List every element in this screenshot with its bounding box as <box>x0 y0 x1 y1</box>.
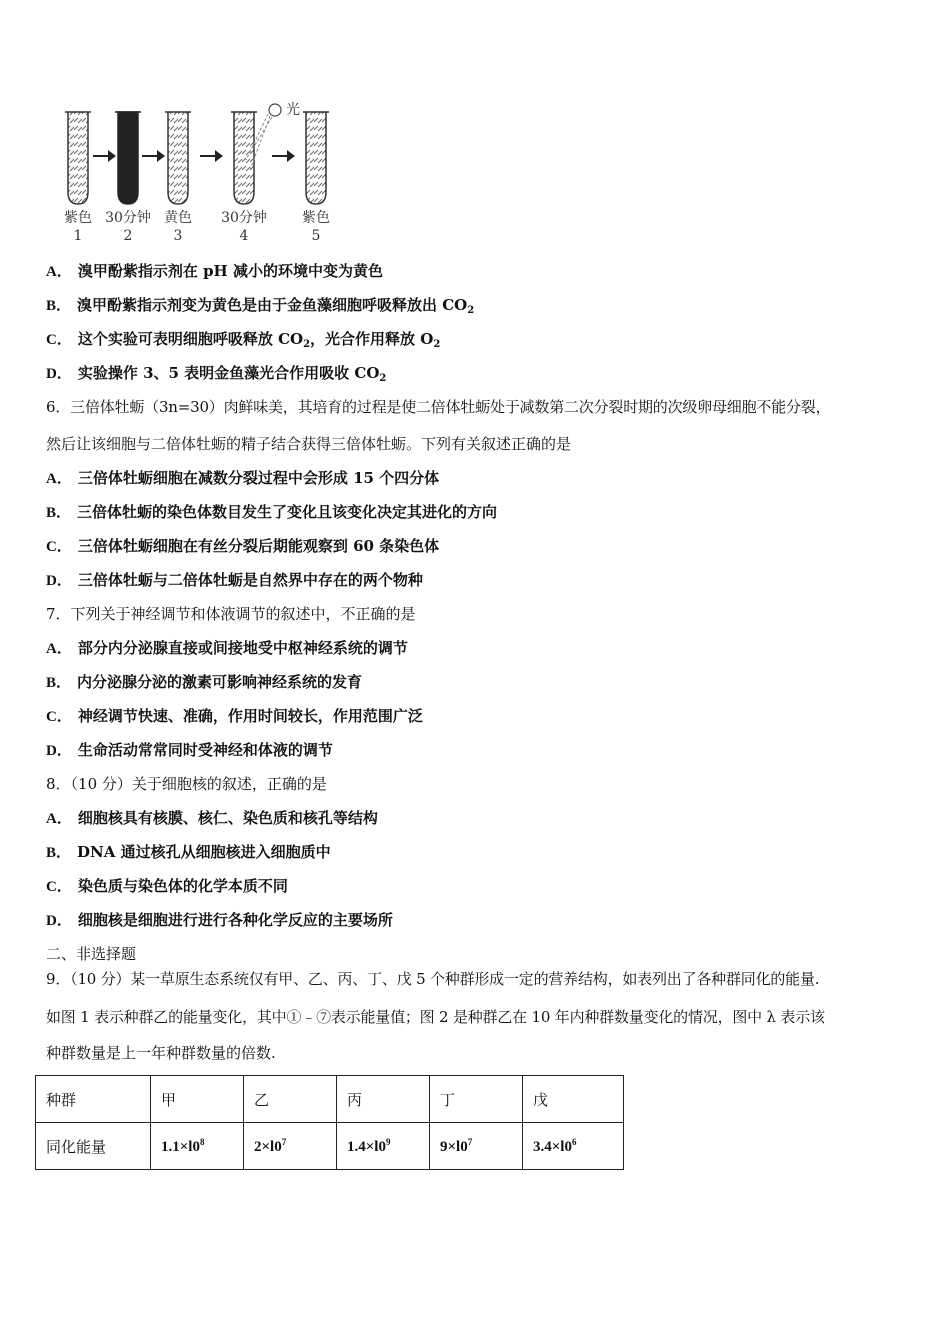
table-cell: $1.1\times l0^8$ <box>151 1123 244 1170</box>
number-5: 5 <box>311 228 321 244</box>
q6-option-c: C． 三倍体牡蛎细胞在有丝分裂后期能观察到 60 条染色体 <box>46 537 440 555</box>
q9-stem-line3: 种群数量是上一年种群数量的倍数. <box>46 1044 276 1062</box>
arrow-4 <box>272 150 295 162</box>
caption-5: 紫色 <box>302 210 330 226</box>
caption-4: 30分钟 <box>221 210 267 226</box>
table-header-cell: 丙 <box>337 1076 430 1123</box>
energy-table <box>35 1075 624 1170</box>
table-header-cell: 乙 <box>244 1076 337 1123</box>
q7-option-c: C． 神经调节快速、准确，作用时间较长，作用范围广泛 <box>46 707 423 725</box>
table-header-cell: 种群 <box>36 1076 151 1123</box>
caption-3: 黄色 <box>164 210 192 226</box>
arrow-3 <box>200 150 223 162</box>
q7-stem: 7．下列关于神经调节和体液调节的叙述中，不正确的是 <box>46 605 416 623</box>
light-label: 光 <box>286 102 300 118</box>
table-header-cell: 丁 <box>430 1076 523 1123</box>
table-row <box>36 1123 624 1170</box>
q6-option-a: A． 三倍体牡蛎细胞在减数分裂过程中会形成 15 个四分体 <box>46 469 440 487</box>
q9-stem-line1: 9．（10 分）某一草原生态系统仅有甲、乙、丙、丁、戊 5 个种群形成一定的营养结构，如表列出了各种群同化的能量. <box>46 970 820 988</box>
q6-stem-line1: 6．三倍体牡蛎（3n=30）肉鲜味美，其培育的过程是使二倍体牡蛎处于减数第二次分裂时期的次级卵母细胞不能分裂， <box>46 398 831 416</box>
q5-option-c: C． 这个实验可表明细胞呼吸释放 $CO_2$，光合作用释放 $O_2$ <box>46 330 441 350</box>
caption-2: 30分钟 <box>105 210 151 226</box>
table-cell: $1.4\times l0^9$ <box>337 1123 430 1170</box>
tube-4 <box>231 112 257 204</box>
q7-option-d: D． 生命活动常常同时受神经和体液的调节 <box>46 741 333 759</box>
number-4: 4 <box>239 228 249 244</box>
q6-option-b: B． 三倍体牡蛎的染色体数目发生了变化且该变化决定其进化的方向 <box>46 503 498 521</box>
q8-stem: 8．（10 分）关于细胞核的叙述，正确的是 <box>46 775 327 793</box>
table-row-label: 同化能量 <box>36 1123 151 1170</box>
caption-1: 紫色 <box>64 210 92 226</box>
q5-option-d: D． 实验操作 3、5 表明金鱼藻光合作用吸收 $CO_2$ <box>46 364 387 384</box>
tube-5 <box>303 112 329 204</box>
q6-stem-line2: 然后让该细胞与二倍体牡蛎的精子结合获得三倍体牡蛎。下列有关叙述正确的是 <box>46 435 572 453</box>
q7-option-a: A． 部分内分泌腺直接或间接地受中枢神经系统的调节 <box>46 639 408 657</box>
q8-option-b: B． DNA 通过核孔从细胞核进入细胞质中 <box>46 843 331 861</box>
number-1: 1 <box>73 228 83 244</box>
arrow-2 <box>142 150 165 162</box>
table-cell: $9\times l0^7$ <box>430 1123 523 1170</box>
table-cell: $3.4\times l0^6$ <box>523 1123 624 1170</box>
tube-3 <box>165 112 191 204</box>
number-3: 3 <box>173 228 183 244</box>
tube-2 <box>115 112 141 204</box>
table-header-cell: 甲 <box>151 1076 244 1123</box>
number-2: 2 <box>123 228 133 244</box>
q8-option-d: D． 细胞核是细胞进行进行各种化学反应的主要场所 <box>46 911 393 929</box>
q5-option-a: A． 溴甲酚紫指示剂在 pH 减小的环境中变为黄色 <box>46 262 383 280</box>
table-header-row <box>36 1076 624 1123</box>
q9-stem-line2: 如图 1 表示种群乙的能量变化，其中①﹣⑦表示能量值；图 2 是种群乙在 10 年内种群数量变化的情况，图中 λ 表示该 <box>46 1008 825 1026</box>
q6-option-d: D． 三倍体牡蛎与二倍体牡蛎是自然界中存在的两个物种 <box>46 571 423 589</box>
table-header-cell: 戊 <box>523 1076 624 1123</box>
section-heading: 二、非选择题 <box>46 945 137 963</box>
tube-1 <box>65 112 91 204</box>
test-tube-figure <box>50 100 350 245</box>
q8-option-c: C． 染色质与染色体的化学本质不同 <box>46 877 288 895</box>
q7-option-b: B． 内分泌腺分泌的激素可影响神经系统的发育 <box>46 673 363 691</box>
arrow-1 <box>93 150 116 162</box>
q5-option-b: B． 溴甲酚紫指示剂变为黄色是由于金鱼藻细胞呼吸释放出 $CO_2$ <box>46 296 475 316</box>
q8-option-a: A． 细胞核具有核膜、核仁、染色质和核孔等结构 <box>46 809 378 827</box>
table-cell: $2\times l0^7$ <box>244 1123 337 1170</box>
